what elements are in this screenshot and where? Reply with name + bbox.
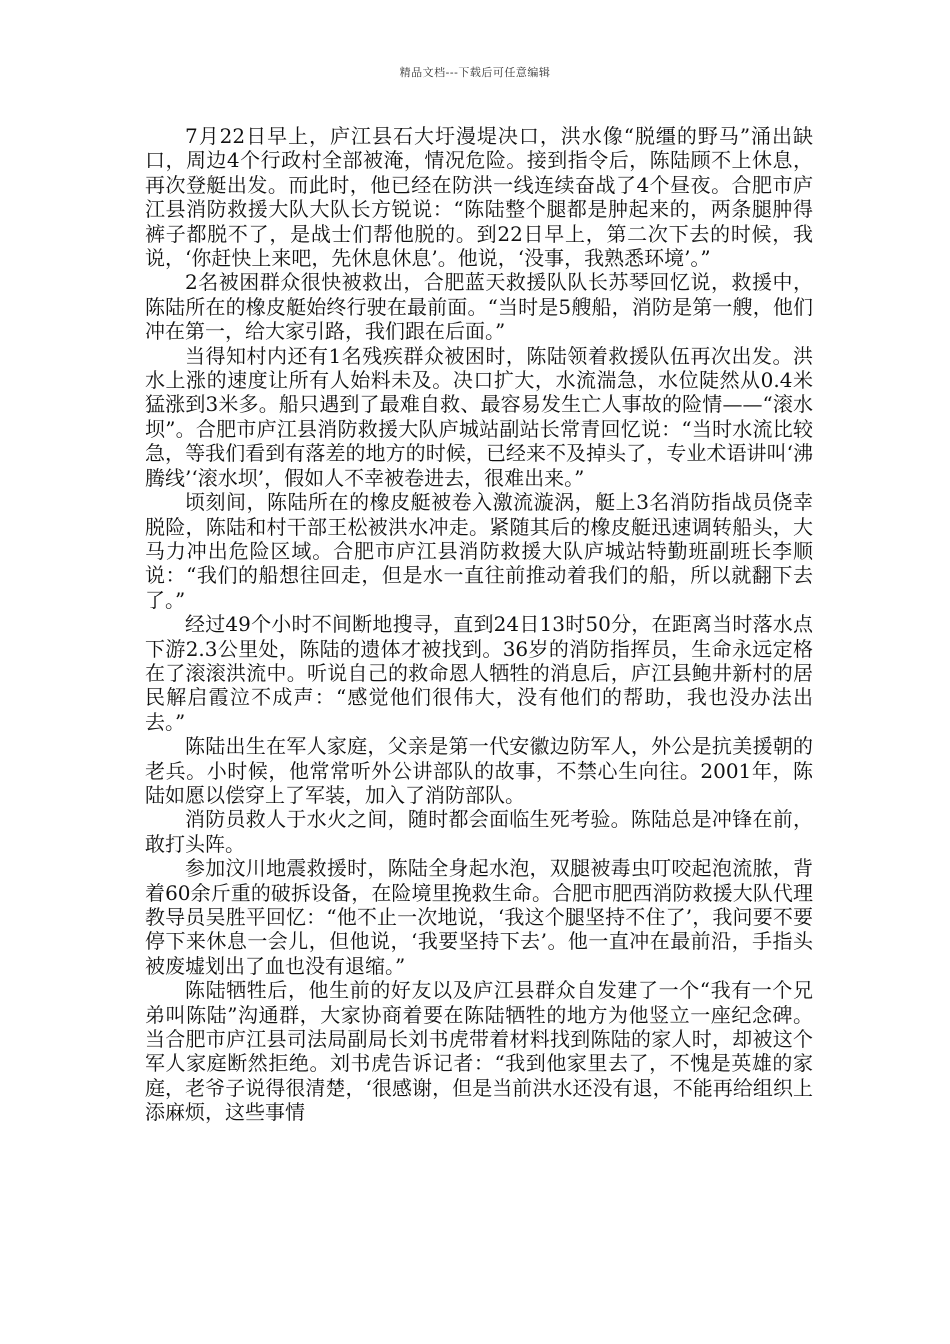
article-paragraph: 7月22日早上，庐江县石大圩漫堤决口，洪水像“脱缰的野马”涌出缺口，周边4个行政村全部被淹，情况危险。接到指令后，陈陆顾不上休息，再次登艇出发。而此时，他已经在防洪一线连续奋战了4个昼夜。合肥市庐江县消防救援大队大队长方锐说：“陈陆整个腿都是肿起来的，两条腿肿得裤子都脱不了，是战士们帮他脱的。到22日早上，第二次下去的时候，我说，‘你赶快上来吧，先休息休息’。他说，‘没事，我熟悉环境’。” [145, 124, 813, 271]
article-paragraph: 2名被困群众很快被救出，合肥蓝天救援队队长苏琴回忆说，救援中，陈陆所在的橡皮艇始终行驶在最前面。“当时是5艘船，消防是第一艘，他们冲在第一，给大家引路，我们跟在后面。” [145, 270, 813, 344]
article-paragraph: 经过49个小时不间断地搜寻，直到24日13时50分，在距离当时落水点下游2.3公里处，陈陆的遗体才被找到。36岁的消防指挥员，生命永远定格在了滚滚洪流中。听说自己的救命恩人牺牲的消息后，庐江县鲍井新村的居民解启霞泣不成声：“感觉他们很伟大，没有他们的帮助，我也没办法出去。” [145, 612, 813, 734]
article-paragraph: 参加汶川地震救援时，陈陆全身起水泡，双腿被毒虫叮咬起泡流脓，背着60余斤重的破拆设备，在险境里挽救生命。合肥市肥西消防救援大队代理教导员吴胜平回忆：“他不止一次地说，‘我这个腿坚持不住了’，我问要不要停下来休息一会儿，但他说，‘我要坚持下去’。他一直冲在最前沿，手指头被废墟划出了血也没有退缩。” [145, 856, 813, 978]
page-header-caption: 精品文档---下载后可任意编辑 [399, 66, 551, 79]
article-paragraph: 当得知村内还有1名残疾群众被困时，陈陆领着救援队伍再次出发。洪水上涨的速度让所有人始料未及。决口扩大，水流湍急，水位陡然从0.4米猛涨到3米多。船只遇到了最难自救、最容易发生亡人事故的险情——“滚水坝”。合肥市庐江县消防救援大队庐城站副站长常青回忆说：“当时水流比较急，等我们看到有落差的地方的时候，已经来不及掉头了，专业术语讲叫‘沸腾线’‘滚水坝’，假如人不幸被卷进去，很难出来。” [145, 343, 813, 490]
article-body [145, 124, 813, 1125]
article-paragraph: 陈陆牺牲后，他生前的好友以及庐江县群众自发建了一个“我有一个兄弟叫陈陆”沟通群，大家协商着要在陈陆牺牲的地方为他竖立一座纪念碑。当合肥市庐江县司法局副局长刘书虎带着材料找到陈陆的家人时，却被这个军人家庭断然拒绝。刘书虎告诉记者：“我到他家里去了，不愧是英雄的家庭，老爷子说得很清楚，‘很感谢，但是当前洪水还没有退，不能再给组织上添麻烦，这些事情 [145, 978, 813, 1125]
article-paragraph: 消防员救人于水火之间，随时都会面临生死考验。陈陆总是冲锋在前，敢打头阵。 [145, 807, 813, 856]
article-paragraph: 陈陆出生在军人家庭，父亲是第一代安徽边防军人，外公是抗美援朝的老兵。小时候，他常常听外公讲部队的故事，不禁心生向往。2001年，陈陆如愿以偿穿上了军装，加入了消防部队。 [145, 734, 813, 807]
article-paragraph: 顷刻间，陈陆所在的橡皮艇被卷入激流漩涡，艇上3名消防指战员侥幸脱险，陈陆和村干部王松被洪水冲走。紧随其后的橡皮艇迅速调转船头，大马力冲出危险区域。合肥市庐江县消防救援大队庐城站特勤班副班长李顺说：“我们的船想往回走，但是水一直往前推动着我们的船，所以就翻下去了。” [145, 490, 813, 612]
